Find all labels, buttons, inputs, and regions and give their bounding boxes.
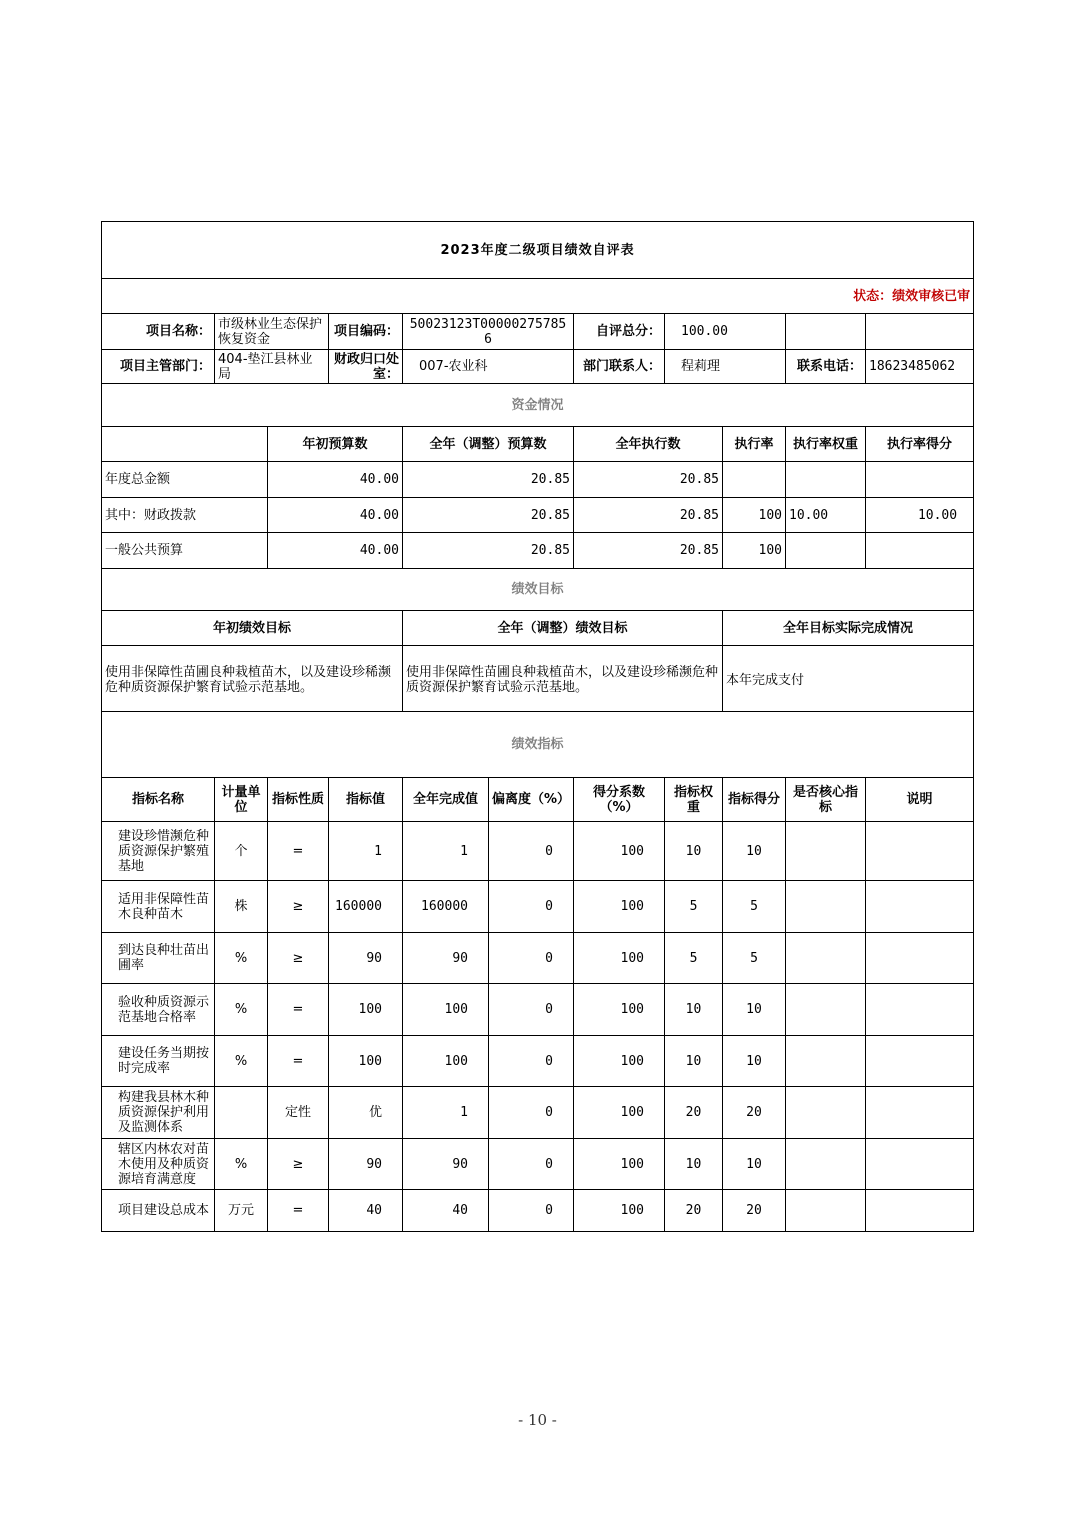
indicators-section-title: 绩效指标 — [102, 712, 974, 778]
indicator-cell: 1 — [329, 822, 403, 881]
funds-cell — [866, 533, 974, 569]
indicator-header: 说明 — [866, 778, 974, 822]
indicator-cell: 90 — [403, 1139, 489, 1190]
indicator-cell: ≥ — [268, 933, 329, 984]
indicator-cell: % — [215, 933, 268, 984]
indicator-name: 构建我县林木种质资源保护利用及监测体系 — [102, 1087, 215, 1139]
indicator-cell — [786, 1087, 866, 1139]
indicator-cell — [786, 822, 866, 881]
funds-cell — [786, 462, 866, 498]
indicator-name: 建设任务当期按时完成率 — [102, 1036, 215, 1087]
indicator-cell: 100 — [574, 933, 665, 984]
empty-cell — [786, 314, 866, 350]
indicator-cell: 90 — [329, 933, 403, 984]
indicator-cell: 0 — [489, 1190, 574, 1232]
funds-cell: 100 — [723, 498, 786, 533]
indicator-cell: 100 — [574, 822, 665, 881]
project-code-value: 50023123T000002757856 — [403, 314, 574, 350]
funds-cell: 40.00 — [268, 498, 403, 533]
indicator-rows — [102, 822, 974, 1232]
indicator-header: 偏离度（%） — [489, 778, 574, 822]
funds-header: 执行率得分 — [866, 427, 974, 462]
indicator-cell: 100 — [574, 1087, 665, 1139]
indicator-header: 指标性质 — [268, 778, 329, 822]
indicator-cell: 100 — [329, 1036, 403, 1087]
indicator-header: 是否核心指标 — [786, 778, 866, 822]
indicator-header: 指标权重 — [665, 778, 723, 822]
status-label: 状态：绩效审核已审 — [102, 279, 974, 314]
dept-value: 404-垫江县林业局 — [215, 350, 329, 384]
indicator-cell: = — [268, 822, 329, 881]
goal-actual-text: 本年完成支付 — [723, 646, 974, 712]
dept-label: 项目主管部门： — [102, 350, 215, 384]
funds-cell — [866, 462, 974, 498]
goals-section-title: 绩效目标 — [102, 569, 974, 611]
project-code-label: 项目编码： — [329, 314, 403, 350]
goals-header: 年初绩效目标 — [102, 611, 403, 646]
indicator-cell: 100 — [574, 881, 665, 933]
funds-cell: 100 — [723, 533, 786, 569]
finance-office-value: 007-农业科 — [403, 350, 574, 384]
indicator-row — [102, 1087, 974, 1139]
indicator-cell: 0 — [489, 1139, 574, 1190]
finance-office-label: 财政归口处室： — [329, 350, 403, 384]
indicator-cell: 1 — [403, 822, 489, 881]
indicator-cell: 90 — [403, 933, 489, 984]
funds-cell: 20.85 — [574, 498, 723, 533]
indicator-cell: 10 — [723, 1139, 786, 1190]
indicator-cell: 5 — [723, 933, 786, 984]
indicator-cell: 10 — [723, 822, 786, 881]
indicator-cell: 100 — [403, 1036, 489, 1087]
indicator-row — [102, 822, 974, 881]
indicator-cell: 100 — [329, 984, 403, 1036]
funds-cell: 10.00 — [786, 498, 866, 533]
indicator-cell: 100 — [574, 1190, 665, 1232]
indicator-cell — [786, 1190, 866, 1232]
indicator-name: 项目建设总成本 — [102, 1190, 215, 1232]
indicator-cell: 40 — [403, 1190, 489, 1232]
funds-cell: 40.00 — [268, 462, 403, 498]
indicator-header: 全年完成值 — [403, 778, 489, 822]
indicator-cell: % — [215, 1139, 268, 1190]
indicator-cell — [786, 933, 866, 984]
funds-row — [102, 498, 974, 533]
funds-cell: 20.85 — [403, 533, 574, 569]
page-number: - 10 - — [518, 1411, 557, 1429]
funds-header — [102, 427, 268, 462]
funds-section-title: 资金情况 — [102, 384, 974, 427]
indicator-cell: 10 — [723, 984, 786, 1036]
indicator-cell: 株 — [215, 881, 268, 933]
project-name-label: 项目名称： — [102, 314, 215, 350]
indicator-cell: = — [268, 1036, 329, 1087]
indicator-cell: = — [268, 1190, 329, 1232]
funds-header: 年初预算数 — [268, 427, 403, 462]
indicator-cell — [866, 1190, 974, 1232]
funds-cell: 20.85 — [403, 498, 574, 533]
indicator-cell: % — [215, 1036, 268, 1087]
funds-cell: 20.85 — [574, 462, 723, 498]
funds-cell: 年度总金额 — [102, 462, 268, 498]
indicator-cell — [786, 984, 866, 1036]
indicator-cell — [786, 1036, 866, 1087]
funds-header: 全年执行数 — [574, 427, 723, 462]
indicator-cell — [786, 881, 866, 933]
indicator-cell — [786, 1139, 866, 1190]
form-title: 2023年度二级项目绩效自评表 — [102, 222, 974, 279]
indicator-cell: 160000 — [403, 881, 489, 933]
indicator-cell: 20 — [665, 1087, 723, 1139]
indicator-cell: 20 — [723, 1190, 786, 1232]
indicator-name: 验收种质资源示范基地合格率 — [102, 984, 215, 1036]
indicator-cell: 5 — [665, 933, 723, 984]
funds-cell: 20.85 — [574, 533, 723, 569]
indicator-row — [102, 933, 974, 984]
indicator-cell: 90 — [329, 1139, 403, 1190]
self-evaluation-table — [101, 221, 974, 1232]
indicator-header: 得分系数（%） — [574, 778, 665, 822]
funds-cell: 其中：财政拨款 — [102, 498, 268, 533]
indicator-cell: 定性 — [268, 1087, 329, 1139]
indicator-row — [102, 1036, 974, 1087]
indicator-cell: ≥ — [268, 881, 329, 933]
indicator-cell: 万元 — [215, 1190, 268, 1232]
contact-value: 程莉理 — [665, 350, 786, 384]
indicator-cell: 100 — [574, 1036, 665, 1087]
indicator-row — [102, 1190, 974, 1232]
indicator-cell: 优 — [329, 1087, 403, 1139]
indicator-cell — [866, 933, 974, 984]
funds-row — [102, 462, 974, 498]
indicator-cell: 40 — [329, 1190, 403, 1232]
self-score-value: 100.00 — [665, 314, 786, 350]
funds-row — [102, 533, 974, 569]
funds-cell — [723, 462, 786, 498]
indicator-cell: 20 — [665, 1190, 723, 1232]
funds-cell: 40.00 — [268, 533, 403, 569]
indicator-cell — [215, 1087, 268, 1139]
indicator-name: 建设珍惜濒危种质资源保护繁殖基地 — [102, 822, 215, 881]
indicator-cell: 100 — [574, 1139, 665, 1190]
indicator-cell: 1 — [403, 1087, 489, 1139]
indicator-cell: 100 — [574, 984, 665, 1036]
phone-label: 联系电话： — [786, 350, 866, 384]
indicator-row — [102, 1139, 974, 1190]
indicator-header: 指标名称 — [102, 778, 215, 822]
indicator-cell — [866, 984, 974, 1036]
funds-cell: 一般公共预算 — [102, 533, 268, 569]
funds-cell: 20.85 — [403, 462, 574, 498]
goal-initial-text: 使用非保障性苗圃良种栽植苗木，以及建设珍稀濒危种质资源保护繁育试验示范基地。 — [102, 646, 403, 712]
indicator-cell: 10 — [665, 1139, 723, 1190]
indicator-cell: % — [215, 984, 268, 1036]
indicator-cell: 100 — [403, 984, 489, 1036]
indicator-name: 适用非保障性苗木良种苗木 — [102, 881, 215, 933]
indicator-cell: 0 — [489, 1036, 574, 1087]
funds-header: 执行率 — [723, 427, 786, 462]
funds-header: 全年（调整）预算数 — [403, 427, 574, 462]
indicator-cell — [866, 1139, 974, 1190]
indicator-name: 辖区内林农对苗木使用及种质资源培育满意度 — [102, 1139, 215, 1190]
contact-label: 部门联系人： — [574, 350, 665, 384]
indicator-cell: ≥ — [268, 1139, 329, 1190]
goal-adjusted-text: 使用非保障性苗圃良种栽植苗木，以及建设珍稀濒危种质资源保护繁育试验示范基地。 — [403, 646, 723, 712]
funds-header: 执行率权重 — [786, 427, 866, 462]
funds-cell — [786, 533, 866, 569]
indicator-cell — [866, 1087, 974, 1139]
indicator-cell: 10 — [723, 1036, 786, 1087]
indicator-cell: 0 — [489, 822, 574, 881]
indicator-cell: 0 — [489, 984, 574, 1036]
indicator-cell: 5 — [665, 881, 723, 933]
indicator-cell: 20 — [723, 1087, 786, 1139]
indicator-cell — [866, 822, 974, 881]
indicator-cell: 0 — [489, 1087, 574, 1139]
empty-cell — [866, 314, 974, 350]
indicator-cell: = — [268, 984, 329, 1036]
goals-header: 全年（调整）绩效目标 — [403, 611, 723, 646]
funds-cell: 10.00 — [866, 498, 974, 533]
indicator-cell: 个 — [215, 822, 268, 881]
phone-value: 18623485062 — [866, 350, 974, 384]
indicator-cell: 10 — [665, 1036, 723, 1087]
indicator-cell: 10 — [665, 984, 723, 1036]
indicator-cell: 0 — [489, 933, 574, 984]
self-score-label: 自评总分： — [574, 314, 665, 350]
indicator-cell: 5 — [723, 881, 786, 933]
indicator-cell: 10 — [665, 822, 723, 881]
indicator-cell: 160000 — [329, 881, 403, 933]
indicator-cell — [866, 881, 974, 933]
indicator-row — [102, 881, 974, 933]
goals-header: 全年目标实际完成情况 — [723, 611, 974, 646]
indicator-header: 指标得分 — [723, 778, 786, 822]
indicator-name: 到达良种壮苗出圃率 — [102, 933, 215, 984]
indicator-row — [102, 984, 974, 1036]
project-name-value: 市级林业生态保护恢复资金 — [215, 314, 329, 350]
indicator-cell: 0 — [489, 881, 574, 933]
indicator-cell — [866, 1036, 974, 1087]
indicator-header: 计量单位 — [215, 778, 268, 822]
indicator-header: 指标值 — [329, 778, 403, 822]
